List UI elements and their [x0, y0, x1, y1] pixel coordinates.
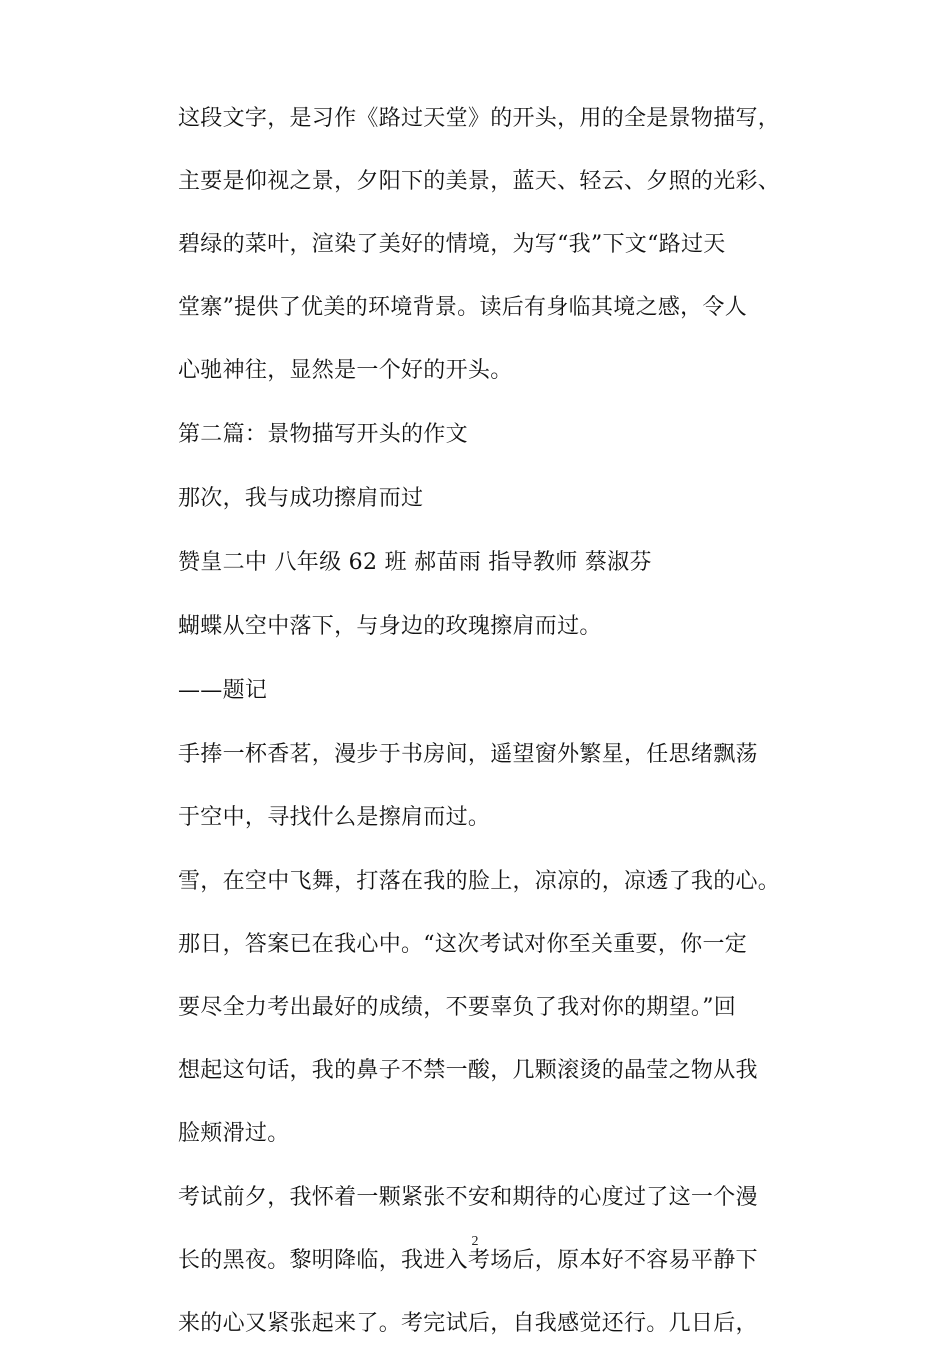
document-body: [178, 100, 781, 1369]
page-number: 2: [471, 1234, 479, 1249]
epigraph: [178, 608, 778, 646]
essay-title: [178, 480, 778, 518]
text-line: 第二篇：景物描写开头的作文: [178, 422, 468, 447]
text-line: 长的黑夜。黎明降临，我进入考场后，原本好不容易平静下: [178, 1248, 758, 1273]
text-line: 那次，我与成功擦肩而过: [178, 486, 424, 511]
text-line: 那日，答案已在我心中。“这次考试对你至关重要，你一定: [178, 932, 748, 957]
text-line: 手捧一杯香茗，漫步于书房间，遥望窗外繁星，任思绪飘荡: [178, 742, 758, 767]
paragraph: [178, 736, 778, 837]
author-byline: [178, 544, 778, 582]
text-line: 脸颊滑过。: [178, 1121, 290, 1146]
section-heading: [178, 416, 778, 454]
text-line: ——题记: [178, 678, 268, 703]
text-line: 来的心又紧张起来了。考完试后，自我感觉还行。几日后，: [178, 1311, 758, 1336]
text-line: 碧绿的菜叶，渲染了美好的情境，为写“我”下文“路过天: [178, 232, 726, 257]
text-line: 蝴蝶从空中落下，与身边的玫瑰擦肩而过。: [178, 614, 602, 639]
text-line: 主要是仰视之景，夕阳下的美景，蓝天、轻云、夕照的光彩、: [178, 169, 781, 194]
paragraph: [178, 1179, 778, 1343]
text-line: 堂寨”提供了优美的环境背景。读后有身临其境之感，令人: [178, 295, 748, 320]
paragraph: [178, 863, 781, 1153]
text-line: 雪，在空中飞舞，打落在我的脸上，凉凉的，凉透了我的心。: [178, 869, 781, 894]
text-line: 赞皇二中 八年级 62 班 郝苗雨 指导教师 蔡淑芬: [178, 550, 652, 575]
text-line: 想起这句话，我的鼻子不禁一酸，几颗滚烫的晶莹之物从我: [178, 1058, 758, 1083]
text-line: 要尽全力考出最好的成绩，不要辜负了我对你的期望。”回: [178, 995, 737, 1020]
text-line: 心驰神往，显然是一个好的开头。: [178, 358, 513, 383]
epigraph-attribution: [178, 672, 778, 710]
text-line: 考试前夕，我怀着一颗紧张不安和期待的心度过了这一个漫: [178, 1185, 758, 1210]
text-line: 这段文字，是习作《路过天堂》的开头，用的全是景物描写，: [178, 106, 781, 131]
text-line: 于空中，寻找什么是擦肩而过。: [178, 805, 491, 830]
paragraph-commentary: [178, 100, 781, 390]
